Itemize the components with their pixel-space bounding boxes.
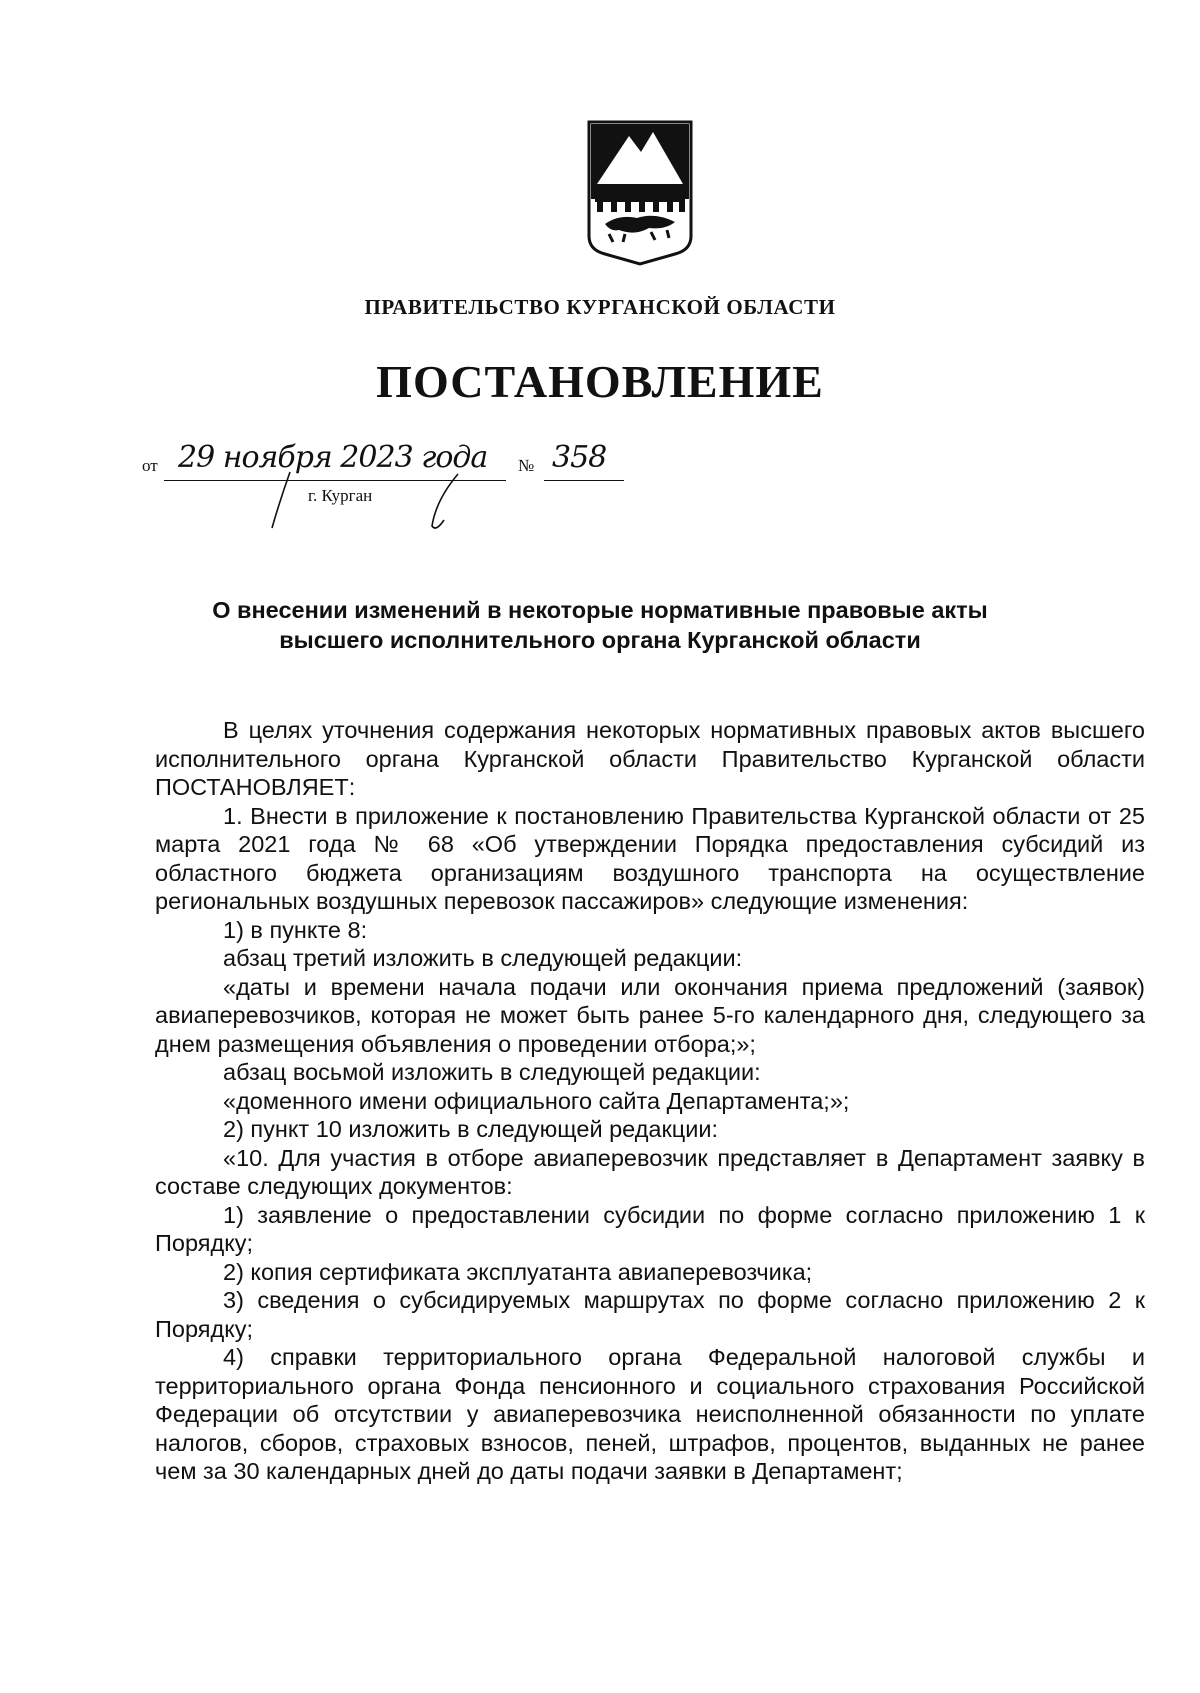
body-paragraph: 4) справки территориального органа Федеральной налоговой службы и территориального органа Фонда пенсионного и социального страхования Российской Федерации об отсутствии у авиаперевозчика неисполненной обязанности по уплате налогов, сборов, страховых взносов, пеней, штрафов, процентов, выданных не ранее чем за 30 календарных дней до даты подачи заявки в Департамент;: [155, 1344, 1145, 1484]
body-paragraph: «10. Для участия в отборе авиаперевозчик представляет в Департамент заявку в составе следующих документов:: [155, 1144, 1145, 1199]
subject-line: О внесении изменений в некоторые нормативные правовые акты: [212, 597, 988, 623]
government-name: ПРАВИТЕЛЬСТВО КУРГАНСКОЙ ОБЛАСТИ: [364, 295, 836, 319]
document-subject: [0, 595, 1200, 655]
document-type-title: ПОСТАНОВЛЕНИЕ: [376, 356, 824, 407]
date-prefix: от: [142, 456, 158, 475]
number-prefix: №: [518, 456, 535, 475]
body-paragraph: абзац восьмой изложить в следующей редакции:: [223, 1059, 761, 1085]
body-paragraph: «доменного имени официального сайта Департамента;»;: [223, 1087, 850, 1114]
body-paragraph: 2) копия сертификата эксплуатанта авиаперевозчика;: [223, 1258, 813, 1285]
body-paragraph: 2) пункт 10 изложить в следующей редакции:: [223, 1116, 719, 1142]
body-paragraph: абзац третий изложить в следующей редакции:: [223, 945, 743, 971]
body-paragraph: 1. Внести в приложение к постановлению Правительства Курганской области от 25 марта 2021 года № 68 «Об утверждении Порядка предоставления субсидий из областного бюджета организациям воздушного транспорта на осуществление региональных воздушных перевозок пассажиров» следующие изменения:: [155, 802, 1145, 914]
document-body: [155, 716, 1145, 1486]
document-dateline: [140, 440, 660, 530]
coat-of-arms-icon: [585, 118, 695, 268]
handwritten-date: 29 ноября 2023 года: [178, 440, 488, 475]
city-name: г. Курган: [308, 486, 373, 505]
body-paragraph: «даты и времени начала подачи или окончания приема предложений (заявок) авиаперевозчиков, которая не может быть ранее 5-го календарного дня, следующего за днем размещения объявления о проведении отбора;»;: [155, 973, 1145, 1057]
handwritten-number: 358: [552, 440, 607, 475]
subject-line: высшего исполнительного органа Курганской области: [279, 627, 921, 653]
handwriting-stroke-icon: [140, 440, 660, 530]
body-paragraph: 1) заявление о предоставлении субсидии по форме согласно приложению 1 к Порядку;: [155, 1201, 1145, 1256]
body-paragraph: 3) сведения о субсидируемых маршрутах по форме согласно приложению 2 к Порядку;: [155, 1287, 1145, 1342]
body-paragraph: 1) в пункте 8:: [223, 916, 368, 943]
body-paragraph: В целях уточнения содержания некоторых нормативных правовых актов высшего исполнительного органа Курганской области Правительство Курганской области ПОСТАНОВЛЯЕТ:: [155, 717, 1145, 800]
